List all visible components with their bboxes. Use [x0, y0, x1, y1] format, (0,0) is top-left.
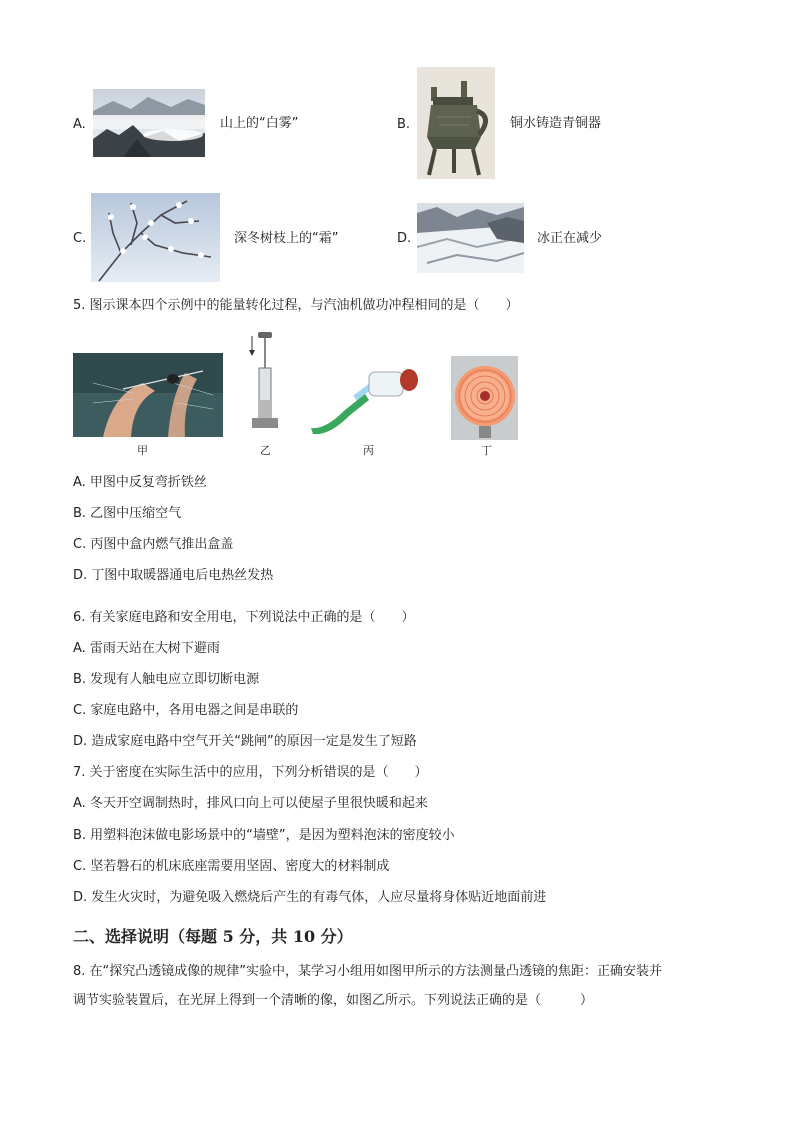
- q7-option-d: D. 发生火灾时，为避免吸入燃烧后产生的有毒气体，人应尽量将身体贴近地面前进: [73, 890, 547, 905]
- q5-option-c: C. 丙图中盒内燃气推出盒盖: [73, 537, 234, 552]
- q4-option-b-letter: B.: [397, 117, 411, 132]
- q6-option-b: B. 发现有人触电应立即切断电源: [73, 672, 260, 687]
- q4-option-d-letter: D.: [397, 231, 412, 246]
- figure-caption-yi: 乙: [260, 444, 271, 457]
- q5-option-b: B. 乙图中压缩空气: [73, 506, 182, 521]
- q4-option-a-letter: A.: [73, 117, 86, 132]
- q6-stem: 6. 有关家庭电路和安全用电，下列说法中正确的是（ ）: [73, 610, 415, 625]
- q7-stem: 7. 关于密度在实际生活中的应用，下列分析错误的是（ ）: [73, 765, 428, 780]
- figure-caption-ding: 丁: [481, 444, 492, 457]
- figure-ding-electric-heater: [451, 356, 518, 440]
- bronze-vessel-photo: [417, 67, 495, 179]
- figure-jia-bending-wire: [73, 353, 223, 437]
- frost-branch-photo: [91, 193, 220, 282]
- q5-option-d: D. 丁图中取暖器通电后电热丝发热: [73, 568, 274, 583]
- q4-option-c-letter: C.: [73, 231, 87, 246]
- q8-stem-line-2: 调节实验装置后，在光屏上得到一个清晰的像，如图乙所示。下列说法正确的是（ ）: [73, 993, 594, 1008]
- q4-option-c-text: 深冬树枝上的“霜”: [234, 231, 339, 246]
- figure-yi-compressing-air: [244, 330, 280, 434]
- glacier-photo: [417, 203, 524, 273]
- q4-option-b-text: 铜水铸造青铜器: [510, 116, 602, 131]
- q6-option-c: C. 家庭电路中，各用电器之间是串联的: [73, 703, 299, 718]
- figure-caption-jia: 甲: [137, 444, 148, 457]
- q7-option-a: A. 冬天开空调制热时，排风口向上可以使屋子里很快暖和起来: [73, 796, 428, 811]
- q7-option-c: C. 坚若磐石的机床底座需要用坚固、密度大的材料制成: [73, 859, 390, 874]
- mountain-fog-photo: [93, 89, 205, 157]
- q7-option-b: B. 用塑料泡沫做电影场景中的“墙壁”，是因为塑料泡沫的密度较小: [73, 828, 455, 843]
- q8-stem-line-1: 8. 在“探究凸透镜成像的规律”实验中，某学习小组用如图甲所示的方法测量凸透镜的焦距：正确安装并: [73, 964, 663, 979]
- q5-stem: 5. 图示课本四个示例中的能量转化过程，与汽油机做功冲程相同的是（ ）: [73, 298, 519, 313]
- figure-bing-gas-pushing-lid: [305, 360, 419, 438]
- q4-option-a-text: 山上的“白雾”: [220, 116, 299, 131]
- q6-option-d: D. 造成家庭电路中空气开关“跳闸”的原因一定是发生了短路: [73, 734, 417, 749]
- q4-option-d-text: 冰正在减少: [537, 231, 603, 246]
- q5-option-a: A. 甲图中反复弯折铁丝: [73, 475, 207, 490]
- section-heading: 二、选择说明（每题 5 分，共 10 分）: [73, 927, 353, 946]
- q6-option-a: A. 雷雨天站在大树下避雨: [73, 641, 220, 656]
- figure-caption-bing: 丙: [363, 444, 374, 457]
